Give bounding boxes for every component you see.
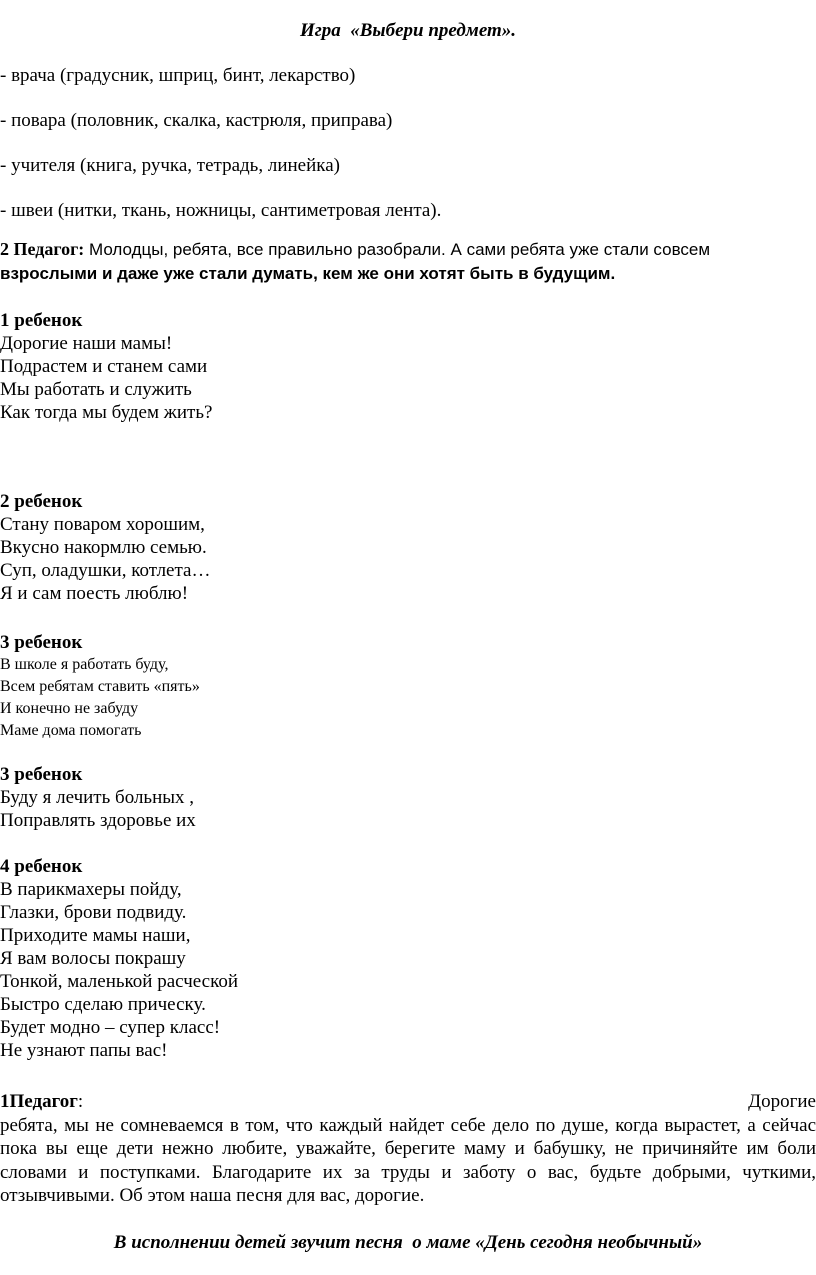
poem-line: Буду я лечить больных , xyxy=(0,787,195,808)
game-item-doctor: - врача (градусник, шприц, бинт, лекарство) xyxy=(0,65,356,86)
poem-line: Глазки, брови подвиду. xyxy=(0,902,187,923)
poem-child-2 xyxy=(0,490,210,605)
poem-line: Быстро сделаю прическу. xyxy=(0,994,206,1015)
teacher2-speaker: 2 Педагог: xyxy=(0,239,85,259)
poem-speaker: 3 ребенок xyxy=(0,764,83,785)
poem-child-3b xyxy=(0,763,196,832)
teacher1-speaker: 1Педагог xyxy=(0,1091,78,1112)
poem-line: Как тогда мы будем жить? xyxy=(0,402,213,423)
poem-line: Мы работать и служить xyxy=(0,379,192,400)
poem-line: В парикмахеры пойду, xyxy=(0,879,182,900)
poem-line: Вкусно накормлю семью. xyxy=(0,537,207,558)
poem-child-4 xyxy=(0,855,238,1062)
teacher1-first-line xyxy=(0,1090,816,1114)
poem-line: Подрастем и станем сами xyxy=(0,356,208,377)
poem-child-3a xyxy=(0,631,200,742)
teacher2-line2: взрослыми и даже уже стали думать, кем же они хотят быть в будущим. xyxy=(0,264,616,283)
teacher2-speech: Молодцы, ребята, все правильно разобрали. А сами ребята уже стали совсем xyxy=(84,240,711,259)
teacher2-paragraph xyxy=(0,237,800,286)
poem-line: Будет модно – супер класс! xyxy=(0,1017,221,1038)
game-item-teacher: - учителя (книга, ручка, тетрадь, линейка) xyxy=(0,155,340,176)
poem-speaker: 4 ребенок xyxy=(0,856,83,877)
teacher1-text: ребята, мы не сомневаемся в том, что каждый найдет себе дело по душе, когда вырастет, а сейчас пока вы еще дети нежно любите, уважайте, берегите маму и бабушку, не причиняйте им боли словами и поступками. Благодарите их за труды и заботу о вас, будьте добрыми, чуткими, отзывчивыми. Об этом наша песня для вас, дорогие. xyxy=(0,1114,816,1206)
poem-line: Поправлять здоровье их xyxy=(0,810,196,831)
poem-line: Стану поваром хорошим, xyxy=(0,514,205,535)
poem-line: Не узнают папы вас! xyxy=(0,1040,168,1061)
poem-line: Тонкой, маленькой расческой xyxy=(0,971,239,992)
poem-line: Дорогие наши мамы! xyxy=(0,333,173,354)
teacher2-line1 xyxy=(0,237,800,262)
game-item-seamstress: - швеи (нитки, ткань, ножницы, сантиметровая лента). xyxy=(0,200,442,221)
poem-line: Всем ребятам ставить «пять» xyxy=(0,678,200,695)
poem-speaker: 1 ребенок xyxy=(0,310,83,331)
poem-line: Маме дома помогать xyxy=(0,722,142,739)
poem-speaker: 2 ребенок xyxy=(0,491,83,512)
poem-line: Приходите мамы наши, xyxy=(0,925,191,946)
game-items-list xyxy=(0,64,441,244)
poem-line: Суп, оладушки, котлета… xyxy=(0,560,211,581)
poem-child-1 xyxy=(0,309,212,424)
song-note: В исполнении детей звучит песня о маме «День сегодня необычный» xyxy=(113,1232,703,1253)
poem-line: Я и сам поесть люблю! xyxy=(0,583,189,604)
game-item-cook: - повара (половник, скалка, кастрюля, приправа) xyxy=(0,110,393,131)
teacher1-paragraph xyxy=(0,1090,816,1208)
poem-line: В школе я работать буду, xyxy=(0,656,169,673)
poem-speaker: 3 ребенок xyxy=(0,632,83,653)
teacher1-colon: : xyxy=(77,1091,84,1112)
teacher1-first-word: Дорогие xyxy=(748,1091,816,1112)
poem-line: Я вам волосы покрашу xyxy=(0,948,186,969)
document-title: Игра «Выбери предмет». xyxy=(299,20,517,41)
poem-line: И конечно не забуду xyxy=(0,700,139,717)
teacher1-speaker-wrap xyxy=(0,1090,83,1114)
